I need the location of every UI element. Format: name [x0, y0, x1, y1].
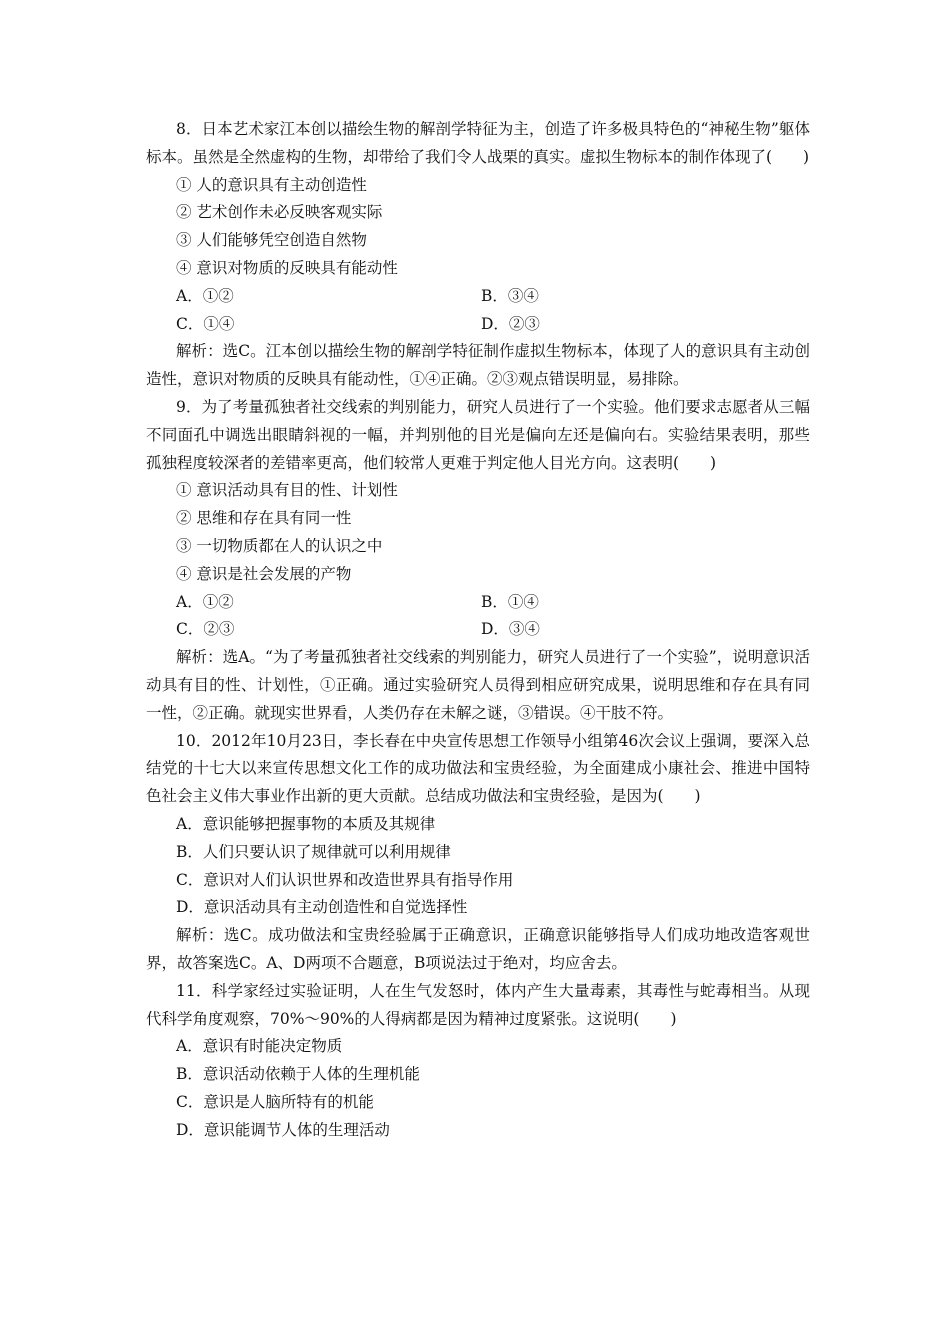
statement-item: ③ 一切物质都在人的认识之中	[176, 536, 383, 555]
question-8	[146, 116, 810, 394]
option-c: C．①④	[176, 314, 235, 333]
option-d: D．意识能调节人体的生理活动	[176, 1120, 390, 1139]
option-b: B．①④	[481, 592, 539, 611]
page-content	[146, 116, 810, 1144]
option-b: B．人们只要认识了规律就可以利用规律	[176, 842, 451, 861]
question-11	[146, 978, 810, 1145]
analysis-text: 解析：选C。成功做法和宝贵经验属于正确意识，正确意识能够指导人们成功地改造客观世界，故答案选C。A、D两项不合题意，B项说法过于绝对，均应舍去。	[146, 926, 810, 972]
question-9	[146, 394, 810, 728]
statement-item: ④ 意识对物质的反映具有能动性	[176, 258, 398, 277]
analysis-text: 解析：选C。江本创以描绘生物的解剖学特征制作虚拟生物标本，体现了人的意识具有主动创造性，意识对物质的反映具有能动性，①④正确。②③观点错误明显，易排除。	[146, 342, 810, 389]
answer-options-row	[176, 283, 810, 311]
answer-options-row	[176, 616, 810, 644]
statement-item: ② 思维和存在具有同一性	[176, 509, 352, 528]
option-a: A．①②	[176, 286, 234, 305]
option-c: C．②③	[176, 620, 235, 639]
answer-options-row	[176, 589, 810, 617]
statement-item: ① 人的意识具有主动创造性	[176, 175, 367, 194]
option-b: B．③④	[481, 286, 539, 305]
statement-item: ③ 人们能够凭空创造自然物	[176, 231, 367, 250]
question-stem: 9．为了考量孤独者社交线索的判别能力，研究人员进行了一个实验。他们要求志愿者从三幅不同面孔中调选出眼睛斜视的一幅，并判别他的目光是偏向左还是偏向右。实验结果表明，那些孤独程度较深者的差错率更高，他们较常人更难于判定他人目光方向。这表明( )	[146, 397, 810, 472]
option-d: D．②③	[481, 314, 540, 333]
statement-item: ① 意识活动具有目的性、计划性	[176, 481, 398, 500]
option-c: C．意识是人脑所特有的机能	[176, 1092, 374, 1111]
option-a: A．①②	[176, 592, 234, 611]
question-stem: 10．2012年10月23日，李长春在中央宣传思想工作领导小组第46次会议上强调，要深入总结党的十七大以来宣传思想文化工作的成功做法和宝贵经验，为全面建成小康社会、推进中国特色社会主义伟大事业作出新的更大贡献。总结成功做法和宝贵经验，是因为( )	[146, 731, 810, 806]
statement-item: ④ 意识是社会发展的产物	[176, 564, 352, 583]
option-d: D．意识活动具有主动创造性和自觉选择性	[176, 898, 468, 917]
option-c: C．意识对人们认识世界和改造世界具有指导作用	[176, 870, 514, 889]
option-a: A．意识有时能决定物质	[176, 1037, 343, 1056]
question-stem: 11．科学家经过实验证明，人在生气发怒时，体内产生大量毒素，其毒性与蛇毒相当。从现代科学角度观察，70%～90%的人得病都是因为精神过度紧张。这说明( )	[146, 981, 810, 1028]
answer-options-row	[176, 311, 810, 339]
statement-item: ② 艺术创作未必反映客观实际	[176, 203, 383, 222]
option-d: D．③④	[481, 620, 540, 639]
option-b: B．意识活动依赖于人体的生理机能	[176, 1065, 420, 1084]
question-stem: 8．日本艺术家江本创以描绘生物的解剖学特征为主，创造了许多极具特色的“神秘生物”躯体标本。虽然是全然虚构的生物，却带给了我们令人战栗的真实。虚拟生物标本的制作体现了( )	[146, 120, 810, 166]
question-10	[146, 728, 810, 978]
analysis-text: 解析：选A。“为了考量孤独者社交线索的判别能力，研究人员进行了一个实验”，说明意识活动具有目的性、计划性，①正确。通过实验研究人员得到相应研究成果，说明思维和存在具有同一性，②正确。就现实世界看，人类仍存在未解之谜，③错误。④干肢不符。	[146, 648, 810, 722]
option-a: A．意识能够把握事物的本质及其规律	[176, 814, 436, 833]
